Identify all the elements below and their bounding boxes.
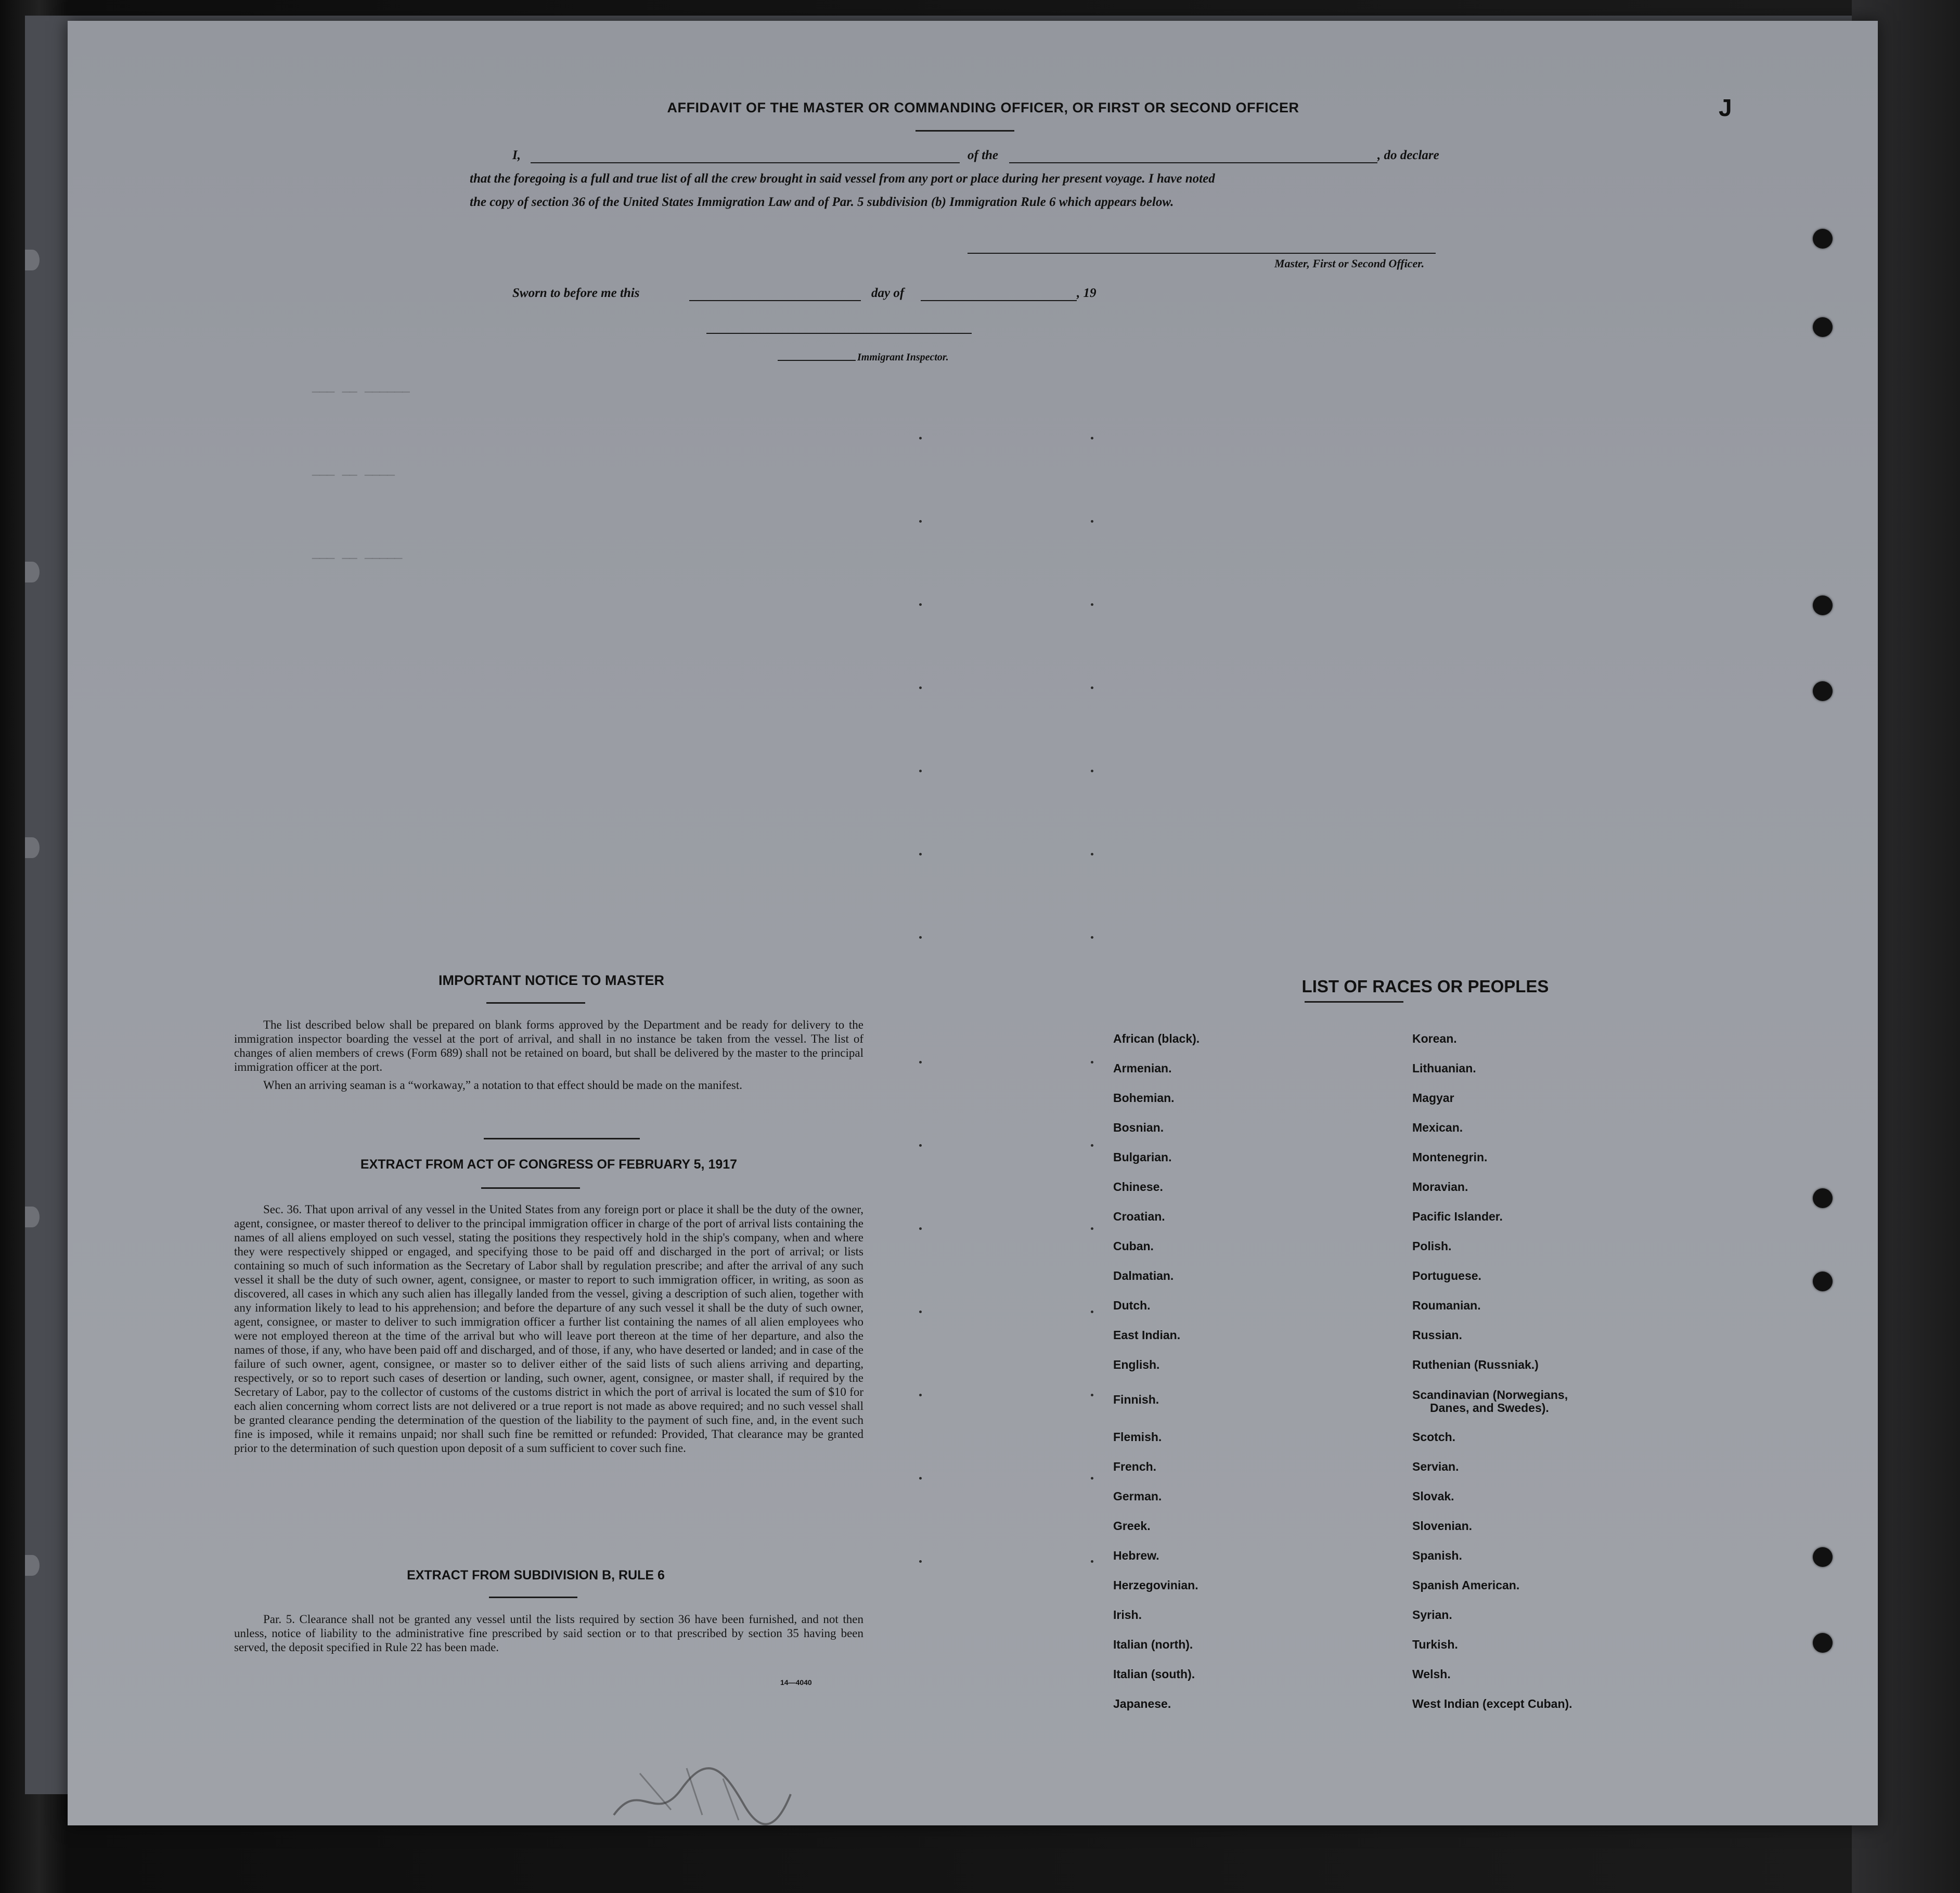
race-item: Japanese.	[1113, 1697, 1171, 1710]
underlying-hole-icon	[25, 1555, 40, 1576]
underlying-hole-icon	[25, 1207, 40, 1227]
day-of-label: day of	[871, 286, 905, 300]
extract-act-text	[234, 1202, 863, 1459]
dot-column	[919, 21, 924, 1789]
race-item: Syrian.	[1412, 1608, 1452, 1622]
year-label: , 19	[1077, 286, 1097, 300]
binder-hole-icon	[1813, 317, 1833, 337]
race-item: Magyar	[1412, 1091, 1454, 1105]
race-item: Ruthenian (Russniak.)	[1412, 1358, 1539, 1371]
master-signature-label: Master, First or Second Officer.	[1274, 257, 1425, 270]
race-item: Moravian.	[1412, 1180, 1468, 1194]
race-item: Lithuanian.	[1412, 1061, 1476, 1075]
sworn-day-blank[interactable]	[689, 300, 861, 301]
race-item: Irish.	[1113, 1608, 1142, 1622]
race-item: Greek.	[1113, 1519, 1151, 1533]
stain-mark	[609, 1758, 796, 1831]
extract-rule-title: EXTRACT FROM SUBDIVISION B, RULE 6	[407, 1568, 665, 1583]
notice-title: IMPORTANT NOTICE TO MASTER	[439, 973, 664, 988]
affidavit-declare-label: , do declare	[1377, 148, 1439, 162]
race-item: Roumanian.	[1412, 1299, 1481, 1312]
bleed-through-text: ─── ── ─────	[312, 551, 403, 566]
binder-hole-icon	[1813, 1272, 1833, 1291]
underlying-hole-icon	[25, 837, 40, 858]
race-item: Mexican.	[1412, 1121, 1463, 1134]
race-item: Bulgarian.	[1113, 1150, 1172, 1164]
races-title: LIST OF RACES OR PEOPLES	[1301, 977, 1549, 996]
notice-paragraph-2: When an arriving seaman is a “workaway,” a notation to that effect should be made on the manifest.	[263, 1079, 742, 1092]
affidavit-title: AFFIDAVIT OF THE MASTER OR COMMANDING OFFICER, OR FIRST OR SECOND OFFICER	[667, 100, 1299, 115]
race-item: French.	[1113, 1460, 1157, 1473]
race-item: Servian.	[1412, 1460, 1459, 1473]
notice-rule	[486, 1002, 585, 1004]
race-item: Bosnian.	[1113, 1121, 1164, 1134]
extract-rule-rule	[489, 1597, 577, 1598]
race-item: East Indian.	[1113, 1328, 1181, 1342]
binder-hole-icon	[1813, 595, 1833, 615]
race-item: Flemish.	[1113, 1430, 1162, 1444]
notice-text	[234, 1018, 863, 1096]
master-signature-line[interactable]	[968, 253, 1436, 254]
margin-mark: J	[1719, 94, 1732, 121]
extract-act-rule	[481, 1187, 580, 1189]
inspector-label: Immigrant Inspector.	[857, 352, 949, 363]
races-right-column	[1412, 1032, 1704, 1729]
race-item: Pacific Islander.	[1412, 1210, 1503, 1223]
race-item: Welsh.	[1412, 1667, 1451, 1681]
affidavit-i-label: I,	[512, 148, 521, 162]
race-item: West Indian (except Cuban).	[1412, 1697, 1572, 1710]
race-item: Cuban.	[1113, 1239, 1154, 1253]
vessel-name-blank[interactable]	[1009, 162, 1377, 163]
race-item: Dalmatian.	[1113, 1269, 1174, 1282]
race-item-continuation: Danes, and Swedes).	[1430, 1401, 1549, 1415]
notice-divider	[484, 1138, 640, 1139]
race-item: Bohemian.	[1113, 1091, 1175, 1105]
par-5-text: Par. 5. Clearance shall not be granted any vessel until the lists required by section 36 have been furnished, and not then unless, notice of liability to the administrative fine prescribed by said section or to that prescribed by section 35 having been served, the deposit specified in Rule 22 has been made.	[234, 1613, 863, 1654]
race-item: Finnish.	[1113, 1393, 1159, 1406]
form-number: 14—4040	[780, 1678, 812, 1687]
race-item: Korean.	[1412, 1032, 1457, 1045]
affidavit-of-the-label: of the	[968, 148, 999, 162]
race-item: Spanish American.	[1412, 1578, 1520, 1592]
race-item: Italian (south).	[1113, 1667, 1195, 1681]
binder-hole-icon	[1813, 1188, 1833, 1208]
race-item: Herzegovinian.	[1113, 1578, 1198, 1592]
race-item: Croatian.	[1113, 1210, 1165, 1223]
race-item: Scotch.	[1412, 1430, 1456, 1444]
race-item: Armenian.	[1113, 1061, 1172, 1075]
races-left-column	[1113, 1032, 1373, 1729]
race-item: Turkish.	[1412, 1638, 1458, 1651]
race-item: Polish.	[1412, 1239, 1452, 1253]
race-item: Slovak.	[1412, 1489, 1454, 1503]
race-item: Scandinavian (Norwegians,	[1412, 1388, 1568, 1402]
master-name-blank[interactable]	[531, 162, 960, 163]
affidavit-line-3: the copy of section 36 of the United States Immigration Law and of Par. 5 subdivision (b) Immigration Rule 6 which appears below.	[470, 195, 1174, 209]
race-item: Russian.	[1412, 1328, 1462, 1342]
bleed-through-text: ─── ── ────	[312, 468, 395, 483]
race-item: Chinese.	[1113, 1180, 1163, 1194]
sworn-label: Sworn to before me this	[512, 286, 640, 300]
notice-paragraph-1: The list described below shall be prepared on blank forms approved by the Department and be ready for delivery to the immigration inspector boarding the vessel at the port of arrival, and shall in no instance be taken from the vessel. The list of changes of alien members of crews (Form 689) shall not be retained on board, but shall be delivered by the master to the principal immigration officer at the port.	[234, 1018, 863, 1073]
binder-hole-icon	[1813, 681, 1833, 701]
binder-hole-icon	[1813, 229, 1833, 249]
section-36-text: Sec. 36. That upon arrival of any vessel in the United States from any foreign port or place it shall be the duty of the owner, agent, consignee, or master thereof to deliver to the principal immigration officer in charge of the port of arrival lists containing the names of all aliens employed on such vessel, stating the positions they respectively hold in the ship's company, when and where they were respectively shipped or engaged, and specifying those to be paid off and discharged in the port of arrival; or lists containing so much of such information as the Secretary of Labor shall by regulation prescribe; and after the arrival of any such vessel it shall be the duty of such owner, agent, consignee, or master to report to such immigration officer, in writing, as soon as discovered, all cases in which any such alien has illegally landed from the vessel, giving a description of such alien, together with any information likely to lead to his apprehension; and before the departure of any such vessel it shall be the duty of such owner, agent, consignee, or master to deliver to such immigration officer a further list containing the names of all alien employees who were not employed thereon at the time of the arrival but who will leave port thereon at the time of her departure, and also the names of those, if any, who have been paid off and discharged, and of those, if any, who have deserted or landed; and in case of the failure of such owner, agent, consignee, or master so to deliver either of the said lists of such aliens arriving and departing, respectively, or so to report such cases of desertion or landing, such owner, agent, consignee, or master shall, if required by the Secretary of Labor, pay to the collector of customs of the customs district in which the port of arrival is located the sum of $10 for each alien concerning whom correct lists are not delivered or a true report is not made as above required; and no such vessel shall be granted clearance pending the determination of the question of the liability to the payment of such fine, and, in the event such fine is imposed, while it remains unpaid; nor shall such fine be remitted or refunded: Provided, That clearance may be granted prior to the determination of such question upon deposit of a sum sufficient to cover such fine.	[234, 1203, 863, 1455]
underlying-hole-icon	[25, 250, 40, 270]
document-page	[68, 21, 1878, 1825]
race-item: Slovenian.	[1412, 1519, 1473, 1533]
inspector-signature-line[interactable]	[706, 333, 972, 334]
extract-rule-text	[234, 1612, 863, 1658]
race-item: Italian (north).	[1113, 1638, 1193, 1651]
binder-hole-icon	[1813, 1547, 1833, 1567]
underlying-hole-icon	[25, 562, 40, 582]
race-item: English.	[1113, 1358, 1160, 1371]
binder-hole-icon	[1813, 1633, 1833, 1653]
races-rule	[1305, 1001, 1403, 1003]
race-item: Montenegrin.	[1412, 1150, 1488, 1164]
extract-act-title: EXTRACT FROM ACT OF CONGRESS OF FEBRUARY 5, 1917	[360, 1157, 738, 1172]
race-item: Portuguese.	[1412, 1269, 1481, 1282]
dot-column	[1091, 21, 1096, 1789]
race-item: African (black).	[1113, 1032, 1200, 1045]
affidavit-line-2: that the foregoing is a full and true list of all the crew brought in said vessel from any port or place during her present voyage. I have noted	[470, 172, 1215, 186]
race-item: Spanish.	[1412, 1549, 1462, 1562]
sworn-month-blank[interactable]	[921, 300, 1077, 301]
title-rule	[915, 130, 1014, 132]
bleed-through-text: ─── ── ──────	[312, 385, 410, 399]
race-item: German.	[1113, 1489, 1162, 1503]
inspector-signature-line-short	[778, 360, 856, 361]
race-item: Hebrew.	[1113, 1549, 1159, 1562]
race-item: Dutch.	[1113, 1299, 1151, 1312]
